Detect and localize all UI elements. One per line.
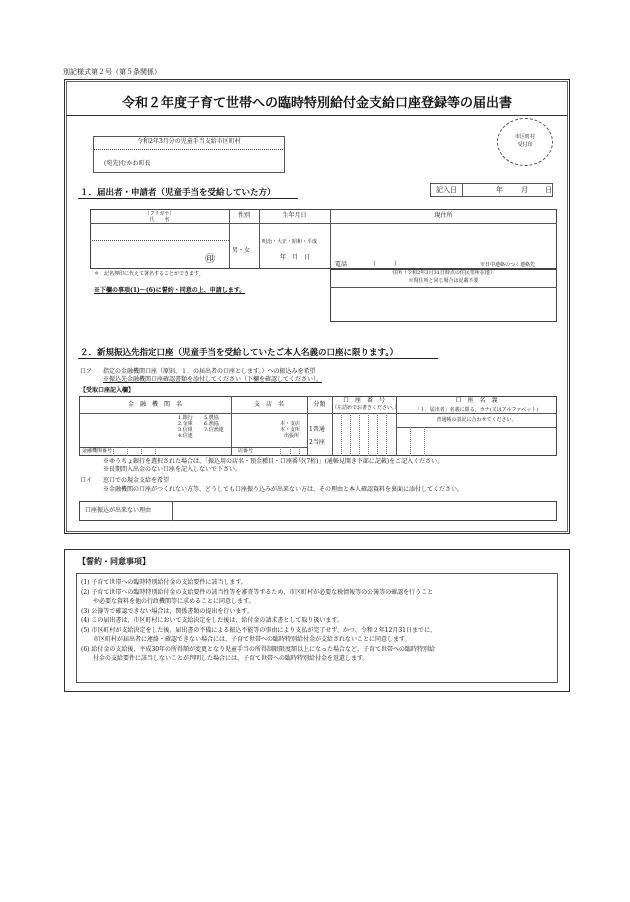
contact-note: ※日中連絡のつく連絡先: [480, 262, 536, 268]
col-birth: 生年月日: [282, 212, 307, 219]
municipality-dotted-divider: [93, 149, 285, 150]
form-reference: 別記様式第２号（第５条関係）: [63, 68, 161, 76]
section1-heading: １．届出者・申請者（児童手当を受給していた方）: [80, 188, 276, 198]
option-b-note: ※金融機関の口座がつくれない方等、どうしても口座振り込みが出来ない方は、その理由と本人確認資料を裏面に添付してください。: [103, 486, 464, 493]
section2-heading: ２．新規振込先指定口座（児童手当を受給していたご本人名義の口座に限ります。）: [80, 348, 399, 358]
holder-note-1: 「１．届出者」名義に限る。カナ(又はアルファベット): [414, 407, 539, 413]
col-bank-name: 金 融 機 関 名: [127, 401, 182, 408]
pledge-item-4: (4) この届出書は、市区町村において支給決定をした後は、給付金の請求書として取り扱います。: [81, 617, 343, 624]
reason-label: 口座振込が出来ない理由: [85, 507, 152, 514]
pledge-item-2: (2) 子育て世帯への臨時特別給付金の支給要件の該当性等を審査等するため、市区町村が必要な税情報等の公簿等の確認を行うこと: [81, 589, 434, 596]
branch-kind-1: 本・支店: [280, 421, 301, 427]
col-account-type: 分類: [313, 401, 326, 408]
phone-label: 電話: [335, 261, 348, 268]
bank-kind-5: 5.農協: [204, 415, 219, 421]
date-year: 年: [496, 186, 503, 194]
pledge-item-6-cont: 付金の支給要件に該当しないことが判明した場合には、子育て世帯への臨時特別給付金を返還します。: [81, 655, 369, 662]
bank-table-caption: 【受取口座記入欄】: [80, 387, 135, 394]
col-branch-name: 支 店 名: [253, 401, 284, 408]
form-title: 令和２年度子育て世帯への臨時特別給付金支給口座登録等の届出書: [121, 96, 512, 111]
pledge-note: ※下欄の事項(1)～(6)に誓約・同意の上、申請します。: [94, 287, 246, 294]
address-row1: 住所（令和2年3月31日時点の住民票所在地）: [392, 270, 495, 276]
pledge-item-5-cont: 市区町村が届出者に連絡・確認できない場合には、子育て世帯への臨時特別給付金が支給されないことに同意します。: [81, 636, 411, 643]
sign-note: ＊ 記名押印に代えて署名することができます。: [94, 271, 204, 277]
bank-kind-2: 2.金庫: [178, 421, 193, 427]
option-a-text: 指定の金融機関口座（原則、１．の届出者の口座とします。）への振込みを希望: [103, 368, 316, 375]
col-account-number-sub: （左詰めでお書きください。）: [332, 405, 400, 411]
pledge-item-3: (3) 公簿等で確認できない場合は、関係書類の提出を行います。: [81, 608, 253, 615]
sex-value: 男・女: [232, 247, 251, 254]
branch-kind-2: 本・支所: [280, 427, 301, 433]
stamp-line2: 受付印: [517, 142, 533, 148]
resident-address-box: [330, 269, 557, 322]
pledge-item-5: (5) 市区町村が支給決定をした後、届出書の不備による振込不能等の事由により支払が完了せず、かつ、令和２年12月31日までに、: [81, 627, 436, 634]
bank-kind-6: 6.漁協: [204, 421, 219, 427]
yucho-note: ※ゆうちょ銀行を選択された場合は、「振込用の店名・預金種目・口座番号(7桁)」(通帳見開き下部に記載)をご記入ください。: [103, 458, 444, 465]
option-b-text: 窓口での現金支給を希望: [103, 477, 170, 484]
acct-type-2: 2当座: [309, 439, 325, 446]
addressee: (宛先)むかわ町長: [104, 160, 151, 167]
bank-kind-7: 7.信漁連: [204, 427, 224, 433]
col-furigana: （フリガナ）: [144, 211, 175, 217]
bank-code-label: 金融機関番号: [82, 448, 113, 454]
col-address: 現住所: [434, 212, 453, 219]
title-divider: [66, 115, 568, 116]
acct-type-1: 1普通: [309, 426, 325, 433]
yucho-note-2: ※長期間入出金のない口座を記入しないで下さい。: [103, 466, 242, 473]
col-account-holder: 口 座 名 義: [455, 397, 498, 404]
section2-heading-underline: [78, 358, 438, 359]
era-options: 明治・大正・昭和・平成: [262, 239, 318, 245]
bank-kind-1: 1.銀行: [178, 415, 193, 421]
phone-parens: （ ）: [370, 261, 401, 268]
birth-ymd: 年 月 日: [280, 254, 311, 261]
pledge-heading: 【誓約・同意事項】: [78, 556, 150, 566]
option-a-note: ※振込先金融機関口座確認書類を添付してください（下欄を確認してください）。: [103, 376, 323, 383]
pledge-item-6: (6) 給付金の支給後、平成30年の所得額が変更となり児童手当の所得制限限度額以上になった場合など、子育て世帯への臨時特別給: [81, 646, 436, 653]
bank-kind-3: 3.信組: [178, 427, 193, 433]
municipality-line1: 令和2年3月分の児童手当支給市区町村: [137, 138, 241, 145]
pledge-item-1: (1) 子育て世帯への臨時特別給付金の支給要件に該当します。: [81, 579, 247, 586]
pledge-item-2-cont: や必要な資料を他の行政機関等に求めることに同意します。: [81, 598, 255, 605]
branch-code-label: 店番号: [238, 448, 254, 454]
address-row2: ※現住所と同じ場合は記載不要: [408, 278, 479, 284]
seal-mark: ㊞: [205, 254, 215, 265]
date-day: 日: [545, 186, 552, 194]
col-sex: 性別: [237, 212, 250, 219]
option-b-label: 口イ: [80, 477, 93, 484]
col-name: 氏 名: [149, 217, 170, 223]
branch-kind-3: 出張所: [284, 433, 300, 439]
date-month: 月: [521, 186, 528, 194]
bank-kind-4: 4.信連: [178, 433, 193, 439]
option-a-label: 口ア: [80, 368, 93, 375]
col-account-number: 口 座 番 号: [342, 397, 385, 404]
holder-note-2: 普通帳の表記に合わせてください。: [436, 417, 517, 423]
section1-heading-underline: [78, 198, 298, 199]
stamp-line1: 市区町村: [514, 134, 535, 140]
date-label: 記入日: [436, 186, 457, 194]
